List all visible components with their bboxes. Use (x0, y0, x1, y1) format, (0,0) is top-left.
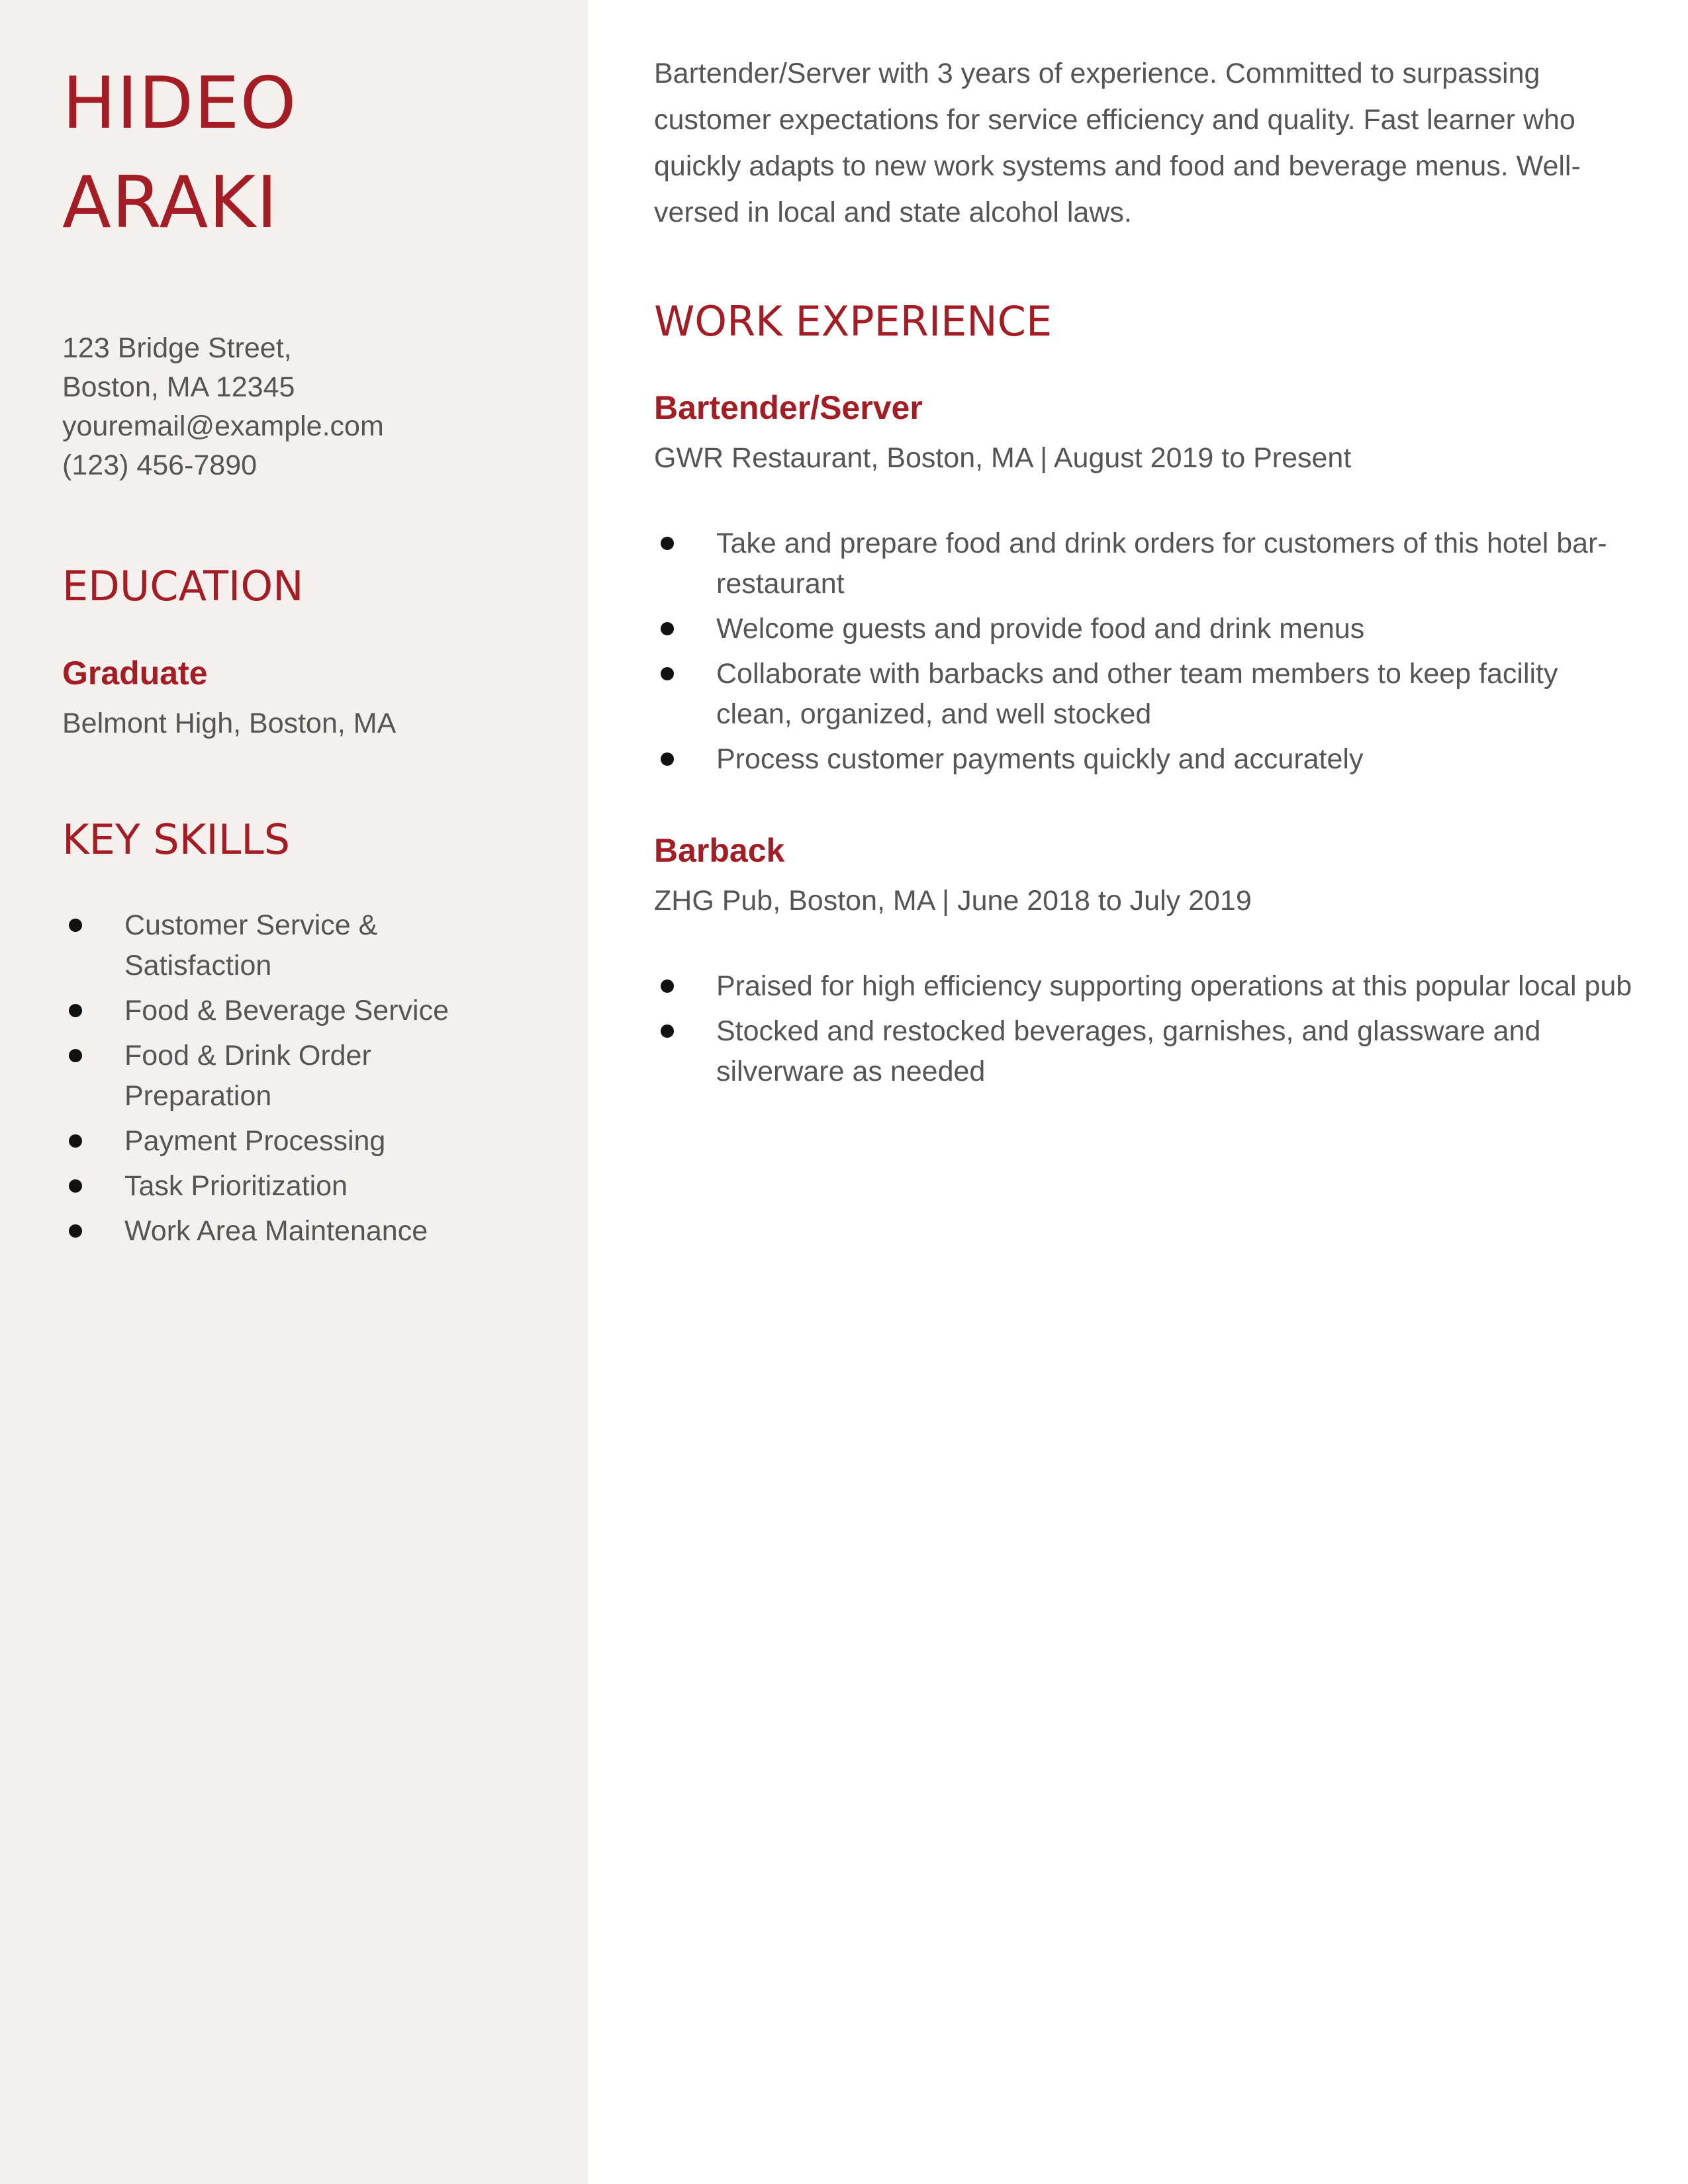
address-street: 123 Bridge Street, (62, 332, 292, 364)
skill-item: Food & Beverage Service (62, 991, 526, 1031)
bullet-icon (69, 919, 82, 932)
job-meta: ZHG Pub, Boston, MA | June 2018 to July 2019 (654, 885, 1252, 917)
job-bullet-item: Take and prepare food and drink orders for customers of this hotel bar-restaurant (654, 523, 1634, 604)
last-name: ARAKI (62, 161, 279, 244)
bullet-icon (69, 1049, 82, 1062)
bullet-icon (661, 667, 674, 680)
skill-item: Work Area Maintenance (62, 1211, 526, 1251)
job-title: Bartender/Server (654, 389, 923, 426)
job-bullets (654, 523, 1634, 784)
candidate-name (62, 54, 297, 253)
skill-item: Customer Service & Satisfaction (62, 905, 526, 986)
skills-list (62, 905, 526, 1256)
bullet-icon (661, 537, 674, 550)
education-heading: EDUCATION (62, 562, 304, 610)
skill-item: Task Prioritization (62, 1166, 526, 1206)
job-bullet-item: Process customer payments quickly and accurately (654, 739, 1634, 780)
phone: (123) 456-7890 (62, 449, 258, 481)
first-name: HIDEO (62, 62, 297, 145)
bullet-icon (69, 1134, 82, 1148)
email: youremail@example.com (62, 410, 384, 442)
address-city: Boston, MA 12345 (62, 371, 295, 403)
job-title: Barback (654, 832, 785, 869)
skill-item: Payment Processing (62, 1121, 526, 1161)
bullet-icon (661, 1024, 674, 1038)
experience-heading: WORK EXPERIENCE (654, 297, 1053, 345)
education-school: Belmont High, Boston, MA (62, 707, 397, 739)
professional-summary: Bartender/Server with 3 years of experience. Committed to surpassing customer expectations for service efficiency and quality. Fast learner who quickly adapts to new work systems and food and beverage menus. Well-versed in local and state alcohol laws. (654, 58, 1581, 228)
contact-info (62, 329, 565, 485)
job-bullet-item: Collaborate with barbacks and other team members to keep facility clean, organized, and well stocked (654, 654, 1634, 735)
education-degree: Graduate (62, 655, 208, 692)
bullet-icon (661, 979, 674, 993)
bullet-icon (69, 1179, 82, 1193)
bullet-icon (661, 752, 674, 766)
job-bullet-item: Stocked and restocked beverages, garnishes, and glassware and silverware as needed (654, 1011, 1634, 1092)
bullet-icon (661, 622, 674, 635)
job-bullet-item: Welcome guests and provide food and drink menus (654, 609, 1634, 649)
skill-item: Food & Drink Order Preparation (62, 1036, 526, 1116)
job-bullets (654, 966, 1634, 1097)
bullet-icon (69, 1224, 82, 1238)
bullet-icon (69, 1004, 82, 1017)
job-meta: GWR Restaurant, Boston, MA | August 2019 to Present (654, 442, 1352, 474)
skills-heading: KEY SKILLS (62, 815, 291, 864)
job-bullet-item: Praised for high efficiency supporting operations at this popular local pub (654, 966, 1634, 1007)
